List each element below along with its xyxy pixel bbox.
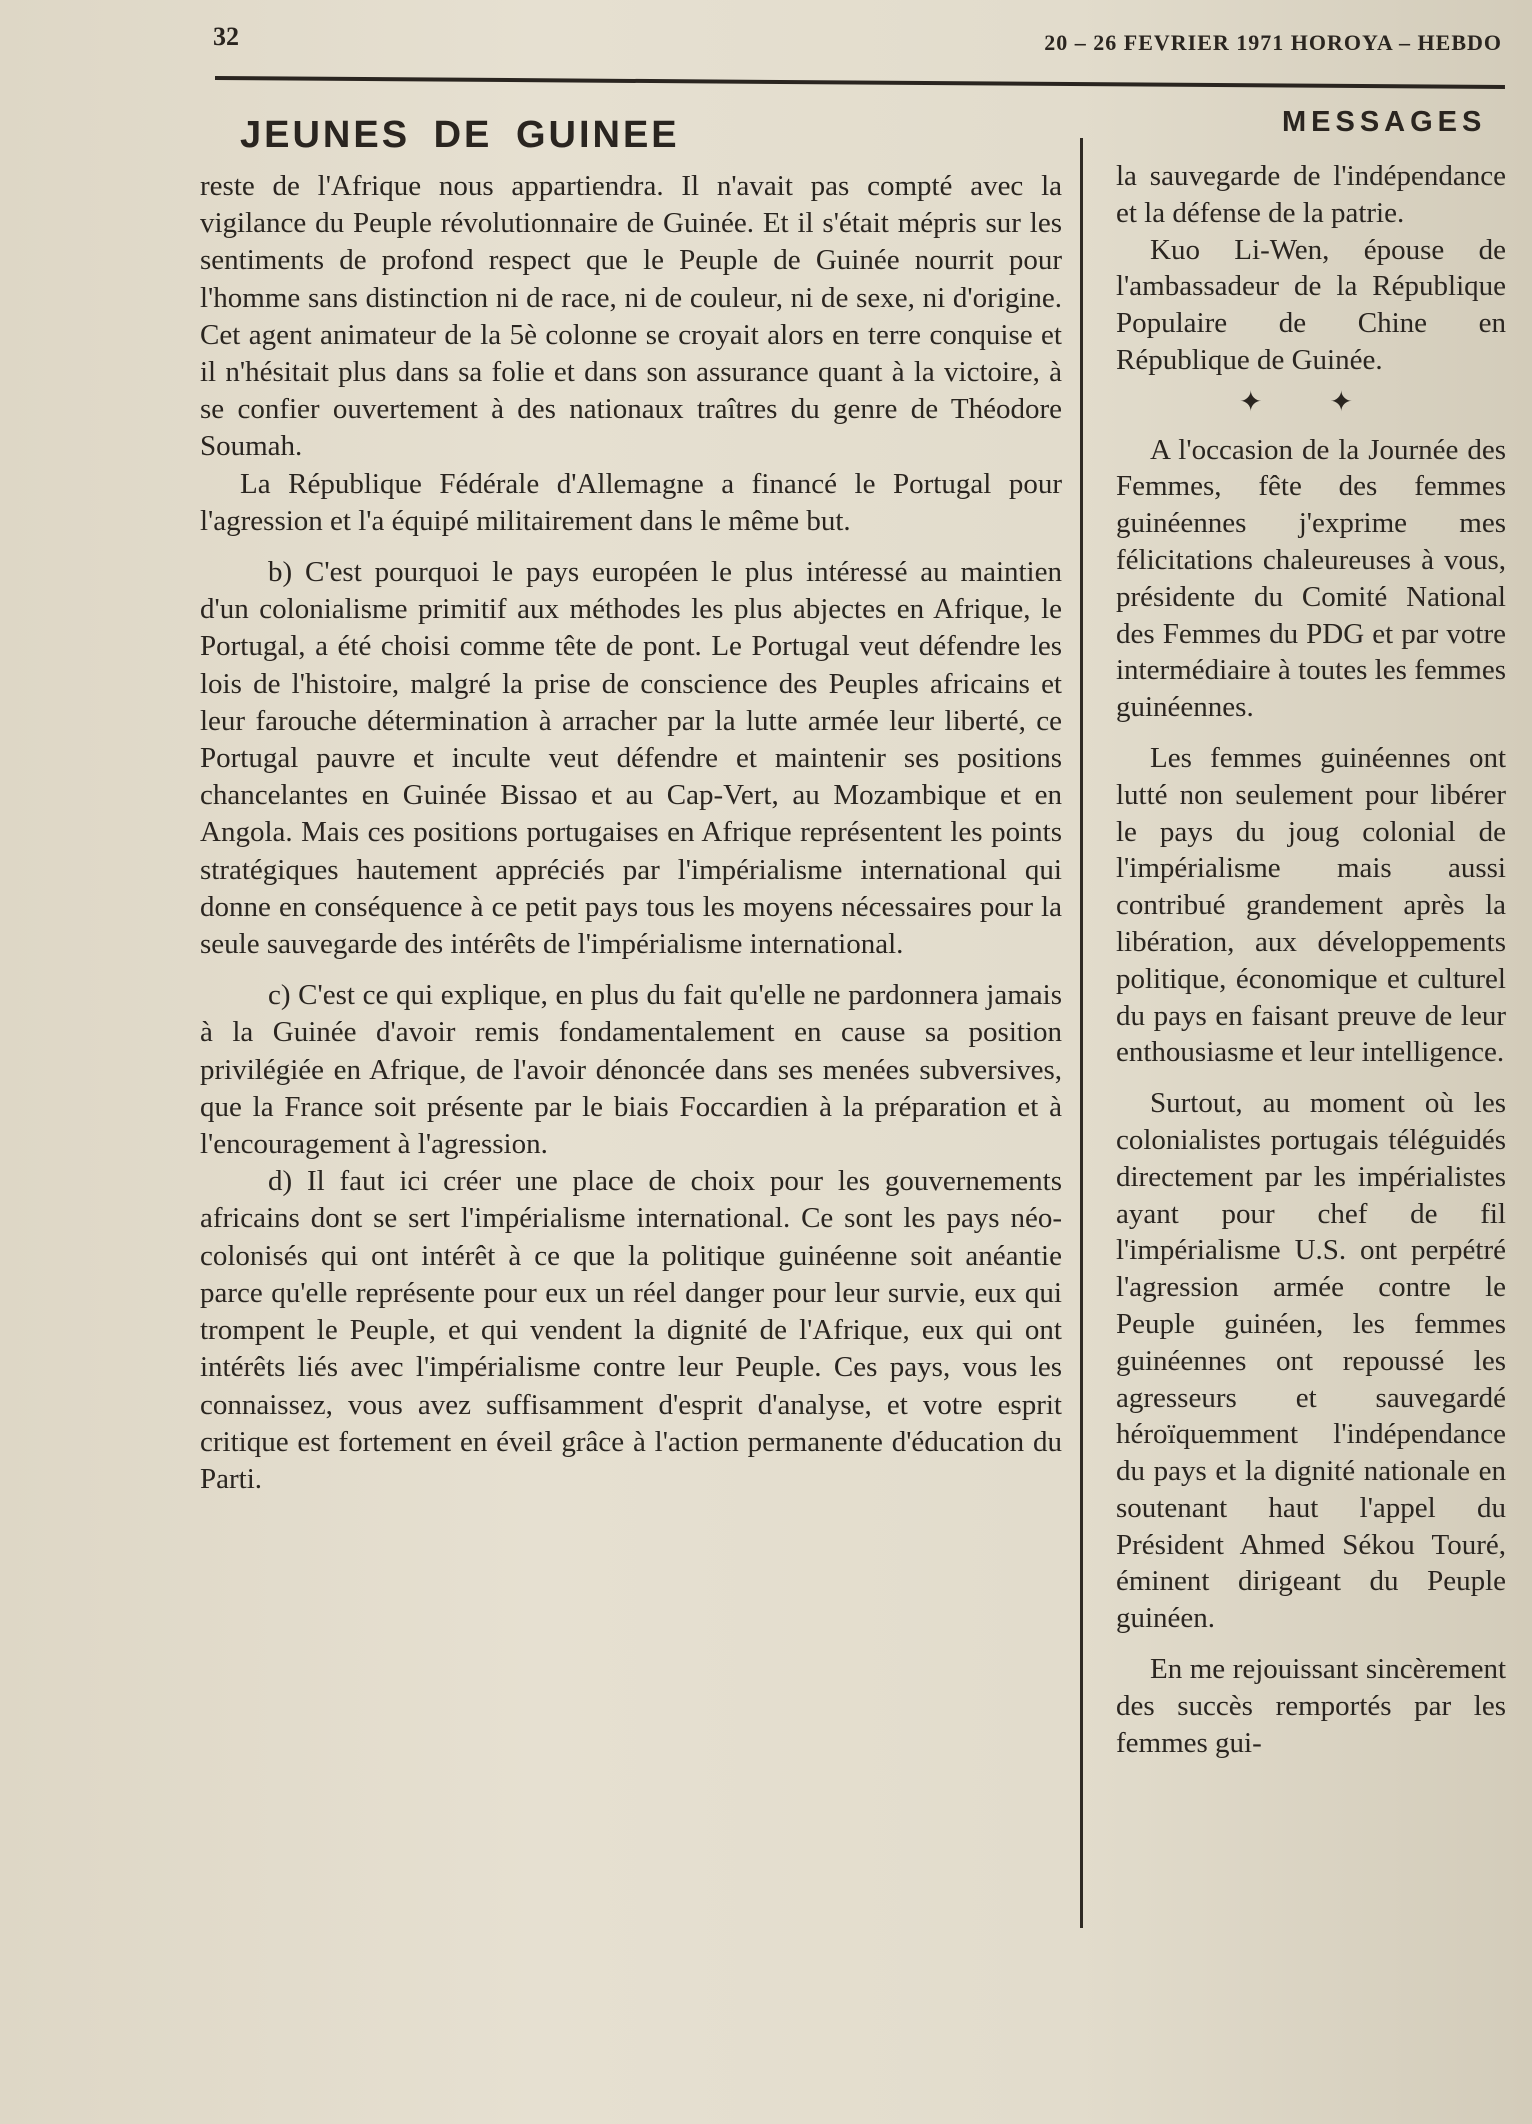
issue-date-line: 20 – 26 FEVRIER 1971 HOROYA – HEBDO (1044, 30, 1502, 55)
message-paragraph: A l'occasion de la Journée des Femmes, fête des femmes guinéennes j'exprime mes félicitations chaleureuses à vous, présidente du Comité National des Femmes du PDG et par votre intermédiaire à toutes les femmes guinéennes. (1116, 433, 1506, 724)
star-separator: ✦ ✦ (1239, 386, 1383, 418)
section-title-jeunes-de-guinee: JEUNES DE GUINEE (240, 114, 680, 156)
header-rule (215, 76, 1505, 89)
article-paragraph: b) C'est pourquoi le pays européen le plus intéressé au maintien d'un colonialisme primitif aux méthodes les plus abjectes en Afrique, le Portugal, a été choisi comme tête de pont. Le Portugal veut défendre les lois de l'histoire, malgré la prise de conscience des Peuples africains et leur farouche détermination à arracher par la lutte armée leur liberté, ce Portugal pauvre et inculte veut défendre et maintenir ses positions chancelantes en Guinée Bissao et au Cap-Vert, au Mozambique et en Angola. Mais ces positions portugaises en Afrique représentent les points stratégiques hautement appréciés par l'impérialisme international qui donne en conséquence à ce petit pays tous les moyens nécessaires pour la seule sauvegarde des intérêts de l'impérialisme international. (200, 556, 1062, 961)
article-left-column (200, 168, 1062, 1498)
page-number: 32 (213, 22, 239, 51)
message-paragraph: Les femmes guinéennes ont lutté non seulement pour libérer le pays du joug colonial de l'impérialisme mais aussi contribué grandement après la libération, aux développements politique, économique et culturel du pays en faisant preuve de leur enthousiasme et leur intelligence. (1116, 741, 1506, 1069)
messages-right-column (1116, 158, 1506, 1761)
message-signature: Kuo Li-Wen, épouse de l'ambassadeur de la République Populaire de Chine en République de Guinée. (1116, 233, 1506, 376)
message-paragraph: la sauvegarde de l'indépendance et la défense de la patrie. (1116, 160, 1506, 229)
article-paragraph: d) Il faut ici créer une place de choix pour les gouvernements africains dont se sert l'impérialisme international. Ce sont les pays néo-colonisés qui ont intérêt à ce que la politique guinéenne soit anéantie parce qu'elle représente pour eux un réel danger pour leur survie, eux qui trompent le Peuple, et qui vendent la dignité de l'Afrique, eux qui ont intérêts liés avec l'impérialisme contre leur Peuple. Ces pays, vous les connaissez, vous avez suffisamment d'esprit d'analyse, et votre esprit critique est fortement en éveil grâce à l'action permanente d'éducation du Parti. (200, 1165, 1062, 1495)
article-paragraph: reste de l'Afrique nous appartiendra. Il n'avait pas compté avec la vigilance du Peuple révolutionnaire de Guinée. Et il s'était mépris sur les sentiments de profond respect que le Peuple de Guinée nourrit pour l'homme sans distinction ni de race, ni de couleur, ni de sexe, ni d'origine. Cet agent animateur de la 5è colonne se croyait alors en terre conquise et il n'hésitait plus dans sa folie et dans son assurance quant à la victoire, à se confier ouvertement à des nationaux traîtres du genre de Théodore Soumah. (200, 170, 1062, 463)
column-divider (1080, 138, 1083, 1928)
page-header (0, 0, 1532, 100)
message-paragraph: En me rejouissant sincèrement des succès remportés par les femmes gui- (1116, 1653, 1506, 1759)
section-title-messages: MESSAGES (1282, 106, 1487, 138)
article-paragraph: La République Fédérale d'Allemagne a financé le Portugal pour l'agression et l'a équipé militairement dans le même but. (200, 467, 1062, 537)
message-paragraph: Surtout, au moment où les colonialistes portugais téléguidés directement par les impérialistes ayant pour chef de fil l'impérialisme U.S. ont perpétré l'agression armée contre le Peuple guinéen, les femmes guinéennes ont repoussé les agresseurs et sauvegardé héroïquemment l'indépendance du pays et la dignité nationale en soutenant haut l'appel du Président Ahmed Sékou Touré, éminent dirigeant du Peuple guinéen. (1116, 1087, 1506, 1635)
article-paragraph: c) C'est ce qui explique, en plus du fait qu'elle ne pardonnera jamais à la Guinée d'avoir remis fondamentalement en cause sa position privilégiée en Afrique, de l'avoir dénoncée dans ses menées subversives, que la France soit présente par le biais Foccardien à la préparation et à l'encouragement à l'agression. (200, 979, 1062, 1161)
